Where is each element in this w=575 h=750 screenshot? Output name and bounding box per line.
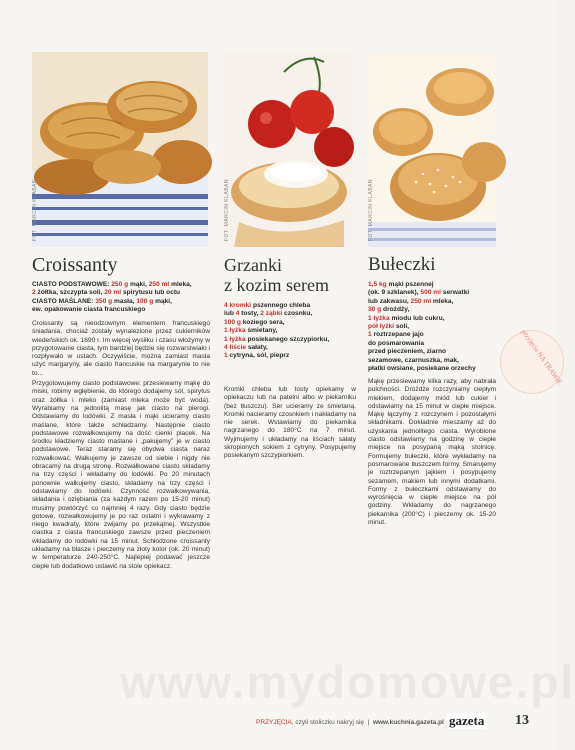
title-line: Grzanki	[224, 255, 282, 275]
ingredient-label: CIASTO PODSTAWOWE:	[32, 281, 110, 288]
ingredient: pszennego chleba	[252, 302, 311, 309]
croissants-body	[32, 320, 210, 573]
ingredient: koziego sera,	[242, 318, 285, 326]
photo-credit: FOT. MARCIN KLABAN	[368, 178, 374, 241]
ingredient-label: CIASTO MAŚLANE:	[32, 297, 94, 305]
ingredient: czosnku,	[284, 310, 313, 318]
ingredient: masła,	[113, 297, 135, 305]
watermark: www.mydomowe.pl	[120, 656, 575, 708]
grzanki-ingredients	[224, 302, 359, 361]
buns-photo	[368, 52, 496, 247]
buleczki-body	[368, 378, 496, 529]
ingredient-amount: 20 ml	[104, 289, 122, 297]
ingredient-amount: pół łyżki	[368, 323, 395, 331]
ingredient: mąki pszennej	[388, 281, 434, 288]
ingredient: mąki,	[155, 297, 172, 305]
ingredient-amount: 100 g	[224, 318, 241, 326]
ingredient: cytryna, sól, pieprz	[229, 352, 290, 360]
grzanki-title	[224, 255, 329, 295]
ingredient: sezamowe, czarnuszka, mak,	[368, 356, 459, 364]
ingredient: mąki,	[129, 281, 147, 288]
croissant-illustration	[32, 52, 208, 247]
toast-illustration	[224, 52, 352, 247]
ingredient: do posmarowania	[368, 339, 425, 347]
ingredient-amount: 100 g	[136, 297, 154, 305]
ingredient-amount: 1	[368, 331, 372, 339]
ingredient: serwatki	[442, 289, 470, 297]
stamp-text: przyjęcia NA TRAWIE	[519, 327, 564, 387]
ingredient-amount: 1	[224, 352, 228, 360]
ingredient: sałaty,	[247, 344, 268, 352]
toast-photo	[224, 52, 352, 247]
footer-url[interactable]: www.kuchnia.gazeta.pl	[372, 719, 444, 726]
buleczki-ingredients	[368, 281, 508, 373]
ingredient-amount: 500 ml	[420, 289, 441, 297]
paragraph: Croissanty są nieodzownym elementem francuskiego śniadania, chociaż zostały wynalezione przez cukierników wiedeńskich ok. 1690 r. Im więcej wysiłku i czasu włożymy w przygotowanie ciasta, tym bardziej będzie się rozwarstwiało i rozpływało w ustach. Oczywiście, można zamiast masła użyć margaryny, ale ciasto francuskie na margarynie to nie to...	[32, 320, 210, 377]
ingredient-amount: 30 g	[368, 306, 382, 314]
buleczki-title: Bułeczki	[368, 254, 436, 275]
ingredient-amount: 1 łyżka	[224, 327, 246, 335]
photo-credit: FOT. MARCIN KLABAN	[32, 178, 38, 241]
ingredient-amount: 4 kromki	[224, 302, 252, 309]
ingredient-amount: 4	[235, 310, 240, 318]
ingredient: (ok. 9 szklanek),	[368, 289, 419, 297]
ingredient: lub	[224, 310, 234, 318]
ingredient: mleka,	[432, 297, 454, 305]
ingredient: drożdży,	[383, 306, 410, 314]
paragraph: Przygotowujemy ciasto podstawowe: przesiewamy mąkę do miski, robimy wgłębienie, do którego dodajemy sól, spirytus oraz żółtka i mleko (zamiast mleka może być woda). Wyrabiamy na jednolitą masę jak ciasto na pierogi. Odstawiamy do lodówki. Z masła i mąki ucieramy ciasto maślane, które także schładzamy. Następnie ciasto podstawowe rozwałkowujemy na dość cienki placek. Na środku kładziemy ciasto maślane i „pakujemy” je w ciasto podstawowe. Teraz staramy się obydwa ciasta naraz rozwałkować. Wałkujemy je zawsze od siebie i nigdy nie obracamy na drugą stronę. Rozwałkowane ciasto składamy na trzy części i wkładamy do lodówki. Po 20 minutach ponownie wałkujemy ciasto, składamy na trzy części i odstawiamy do lodówki. Czynność rozwałkowywania, składania i oziębiania (za każdym razem po 15-20 minut) musimy powtórzyć co najmniej 4 razy. Gdy ciasto będzie gotowe, rozwałkowujemy je po raz ostatni i wykrawamy z niego kwadraty, które zwijamy po przekątnej. Wszystkie ciastka z ciasta francuskiego zawsze przed pieczeniem wkładamy do lodówki na 15 minut. Schłodzone croissanty układamy na blasze i pieczemy na złoty kolor (ok. 20 minut) w temperaturze 240-250°C. Najlepiej podawać jeszcze ciepłe lub dodatkowo ustawić na stole opiekacz.	[32, 380, 210, 570]
page-number: 13	[515, 713, 529, 728]
page-footer	[0, 713, 555, 735]
ingredient: śmietany,	[247, 327, 278, 335]
ingredient-amount: 1 łyżka	[224, 335, 246, 343]
ingredient: posiekanego szczypiorku,	[247, 335, 330, 343]
section-stamp	[500, 327, 564, 394]
ingredient: miodu lub cukru,	[391, 314, 445, 322]
ingredient: ew. opakowanie ciasta francuskiego	[32, 306, 146, 314]
ingredient: spirytusu lub octu	[122, 289, 181, 297]
ingredient-amount: 1,5 kg	[368, 281, 387, 288]
footer-section: PRZYJĘCIA	[256, 719, 292, 726]
ingredient-amount: 250 g	[111, 281, 129, 288]
ingredient: płatki owsiane, posiekane orzechy	[368, 365, 476, 373]
grzanki-body	[224, 386, 356, 463]
footer-text: PRZYJĘCIA, czyli stoliczku nakryj się | www.kuchnia.gazeta.pl	[256, 719, 444, 726]
ingredient: tosty,	[241, 310, 259, 318]
footer-tagline: , czyli stoliczku nakryj się	[291, 719, 365, 726]
ingredient: soli,	[395, 323, 410, 331]
paragraph: Kromki chleba lub tosty opiekamy w opiekaczu lub na patelni albo w piekarniku (bez tłuszczu). Ser ucieramy ze śmietaną. Kromki nacieramy czosnkiem i nakładamy na nie serek. Wstawiamy do piekarnika nagrzanego do 180°C na 7 minut. Wyjmujemy i układamy na liściach sałaty skropionych sokiem z cytryny. Posypujemy posiekanym szczypiorkiem.	[224, 386, 356, 460]
croissants-title: Croissanty	[32, 254, 118, 276]
croissants-ingredients	[32, 281, 212, 315]
ingredient: żółtka, szczypta soli,	[37, 289, 103, 297]
ingredient: przed pieczeniem, ziarno	[368, 348, 447, 356]
croissant-photo	[32, 52, 208, 247]
ingredient: lub zakwasu,	[368, 297, 409, 305]
ingredient-amount: 4 liście	[224, 344, 246, 352]
photo-credit: FOT. MARCIN KLABAN	[224, 178, 230, 241]
ingredient-amount: 1 łyżka	[368, 314, 390, 322]
buns-illustration	[368, 52, 496, 247]
ingredient-amount: 2 ząbki	[260, 310, 283, 318]
gazeta-logo: gazeta	[449, 713, 485, 728]
ingredient-amount: 250 ml	[410, 297, 432, 305]
ingredient-amount: 2	[32, 289, 36, 297]
paragraph: Mąkę przesiewamy kilka razy, aby nabrała pulchności. Drożdże rozczyniamy ciepłym mlekiem, dodajemy miód lub cukier i odstawiamy na 15 minut w ciepłe miejsce. Mąkę łączymy z rozczynem i pozostałymi składnikami. Dokładnie mieszamy aż do uzyskania jednolitego ciasta. Wyrobione ciasto odstawiamy na godzinę w ciepłe miejsce na posypaną mąką stolnicę. Formujemy bułeczki, które wykładamy na posmarowane tłuszczem formy. Smarujemy je roztrzepanym jajkiem i posypujemy sezamem, makiem lub innymi dodatkami. Formy z bułeczkami odstawiamy do wyrośnięcia w ciepłe miejsce na pół godziny. Wkładamy do nagrzanego piekarnika (200°C) i pieczemy ok. 15-20 minut.	[368, 378, 496, 527]
ingredient: mleka,	[171, 281, 192, 288]
ingredient-amount: 250 ml	[148, 281, 170, 288]
ingredient: roztrzepane jajo	[373, 331, 424, 339]
title-line: z kozim serem	[224, 275, 329, 295]
ingredient-amount: 350 g	[95, 297, 113, 305]
